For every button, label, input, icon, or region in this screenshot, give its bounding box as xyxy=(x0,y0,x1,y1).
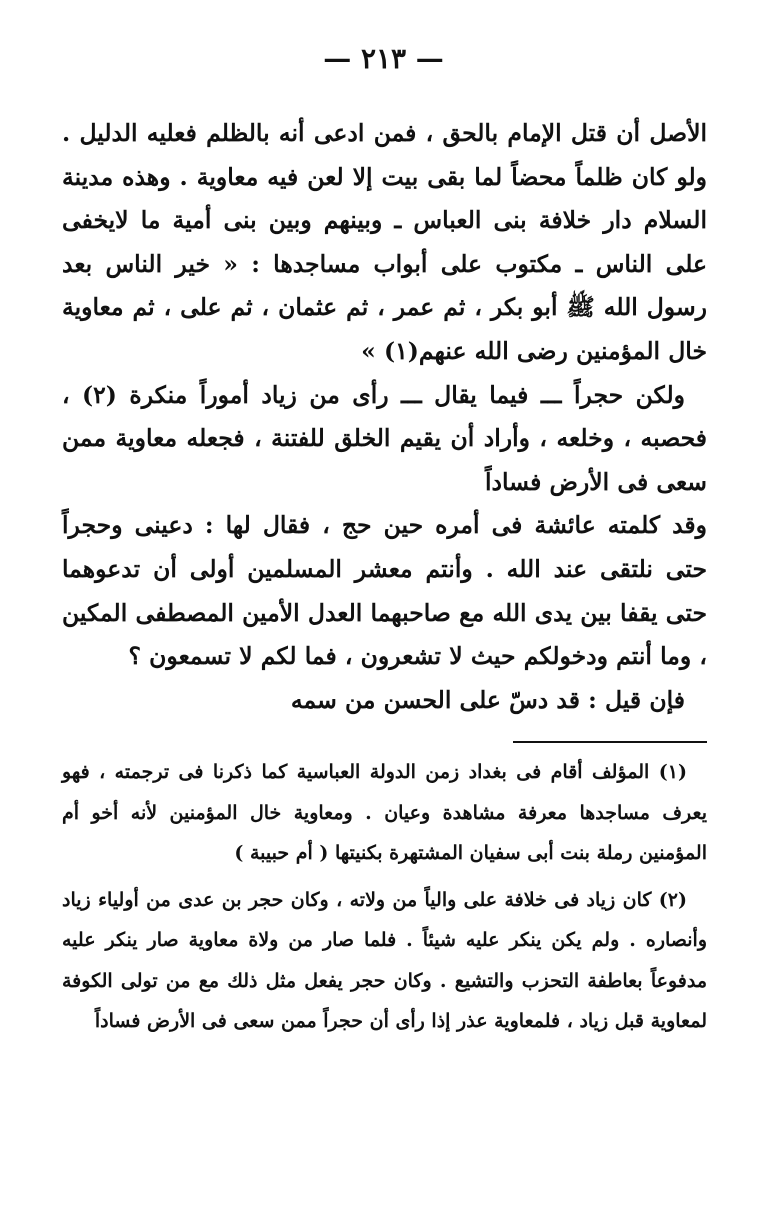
page-number: — ٢١٣ — xyxy=(323,42,444,75)
footnote-1: (١) المؤلف أقام فى بغداد زمن الدولة العباسية كما ذكرنا فى ترجمته ، فهو يعرف مساجدها معرفة مشاهدة وعيان . ومعاوية خال المؤمنين لأنه أخو أم المؤمنين رملة بنت أبى سفيان المشتهرة بكنيتها ( أم حبيبة ) xyxy=(62,761,707,864)
paragraph-3: وقد كلمته عائشة فى أمره حين حج ، فقال لها : دعينى وحجراً حتى نلتقى عند الله . وأنتم معشر المسلمين أولى أن تدعوهما حتى يقفا بين يدى الله مع صاحبهما العدل الأمين المصطفى المكين ، وما أنتم ودخولكم حيث لا تشعرون ، فما لكم لا تسمعون ؟ xyxy=(62,511,707,671)
paragraph-1: الأصل أن قتل الإمام بالحق ، فمن ادعى أنه بالظلم فعليه الدليل . ولو كان ظلماً محضاً لما بقى بيت إلا لعن فيه معاوية . وهذه مدينة السلام دار خلافة بنى العباس ـ وبينهم وبين بنى أمية ما لايخفى على الناس ـ مكتوب على أبواب مساجدها : « خير الناس بعد رسول الله ﷺ أبو بكر ، ثم عمر ، ثم عثمان ، ثم على ، ثم معاوية خال المؤمنين رضى الله عنهم(١) » xyxy=(62,119,707,365)
paragraph-4: فإن قيل : قد دسّ على الحسن من سمه xyxy=(290,685,685,714)
footnotes xyxy=(62,752,707,1042)
footnote-divider xyxy=(513,741,707,743)
paragraph-2: ولكن حجراً ـــ فيما يقال ـــ رأى من زياد أموراً منكرة (٢) ، فحصبه ، وخلعه ، وأراد أن يقيم الخلق للفتنة ، فجعله معاوية ممن سعى فى الأرض فساداً xyxy=(62,380,707,496)
main-text xyxy=(62,112,707,722)
footnote-2: (٢) كان زياد فى خلافة على والياً من ولاته ، وكان حجر بن عدى من أولياء زياد وأنصاره . ولم يكن ينكر عليه شيئاً . فلما صار من ولاة معاوية صار ينكر عليه مدفوعاً بعاطفة التحزب والتشيع . وكان حجر يفعل مثل ذلك مع من تولى الكوفة لمعاوية قبل زياد ، فلمعاوية عذر إذا رأى أن حجراً ممن سعى فى الأرض فساداً xyxy=(62,888,707,1032)
